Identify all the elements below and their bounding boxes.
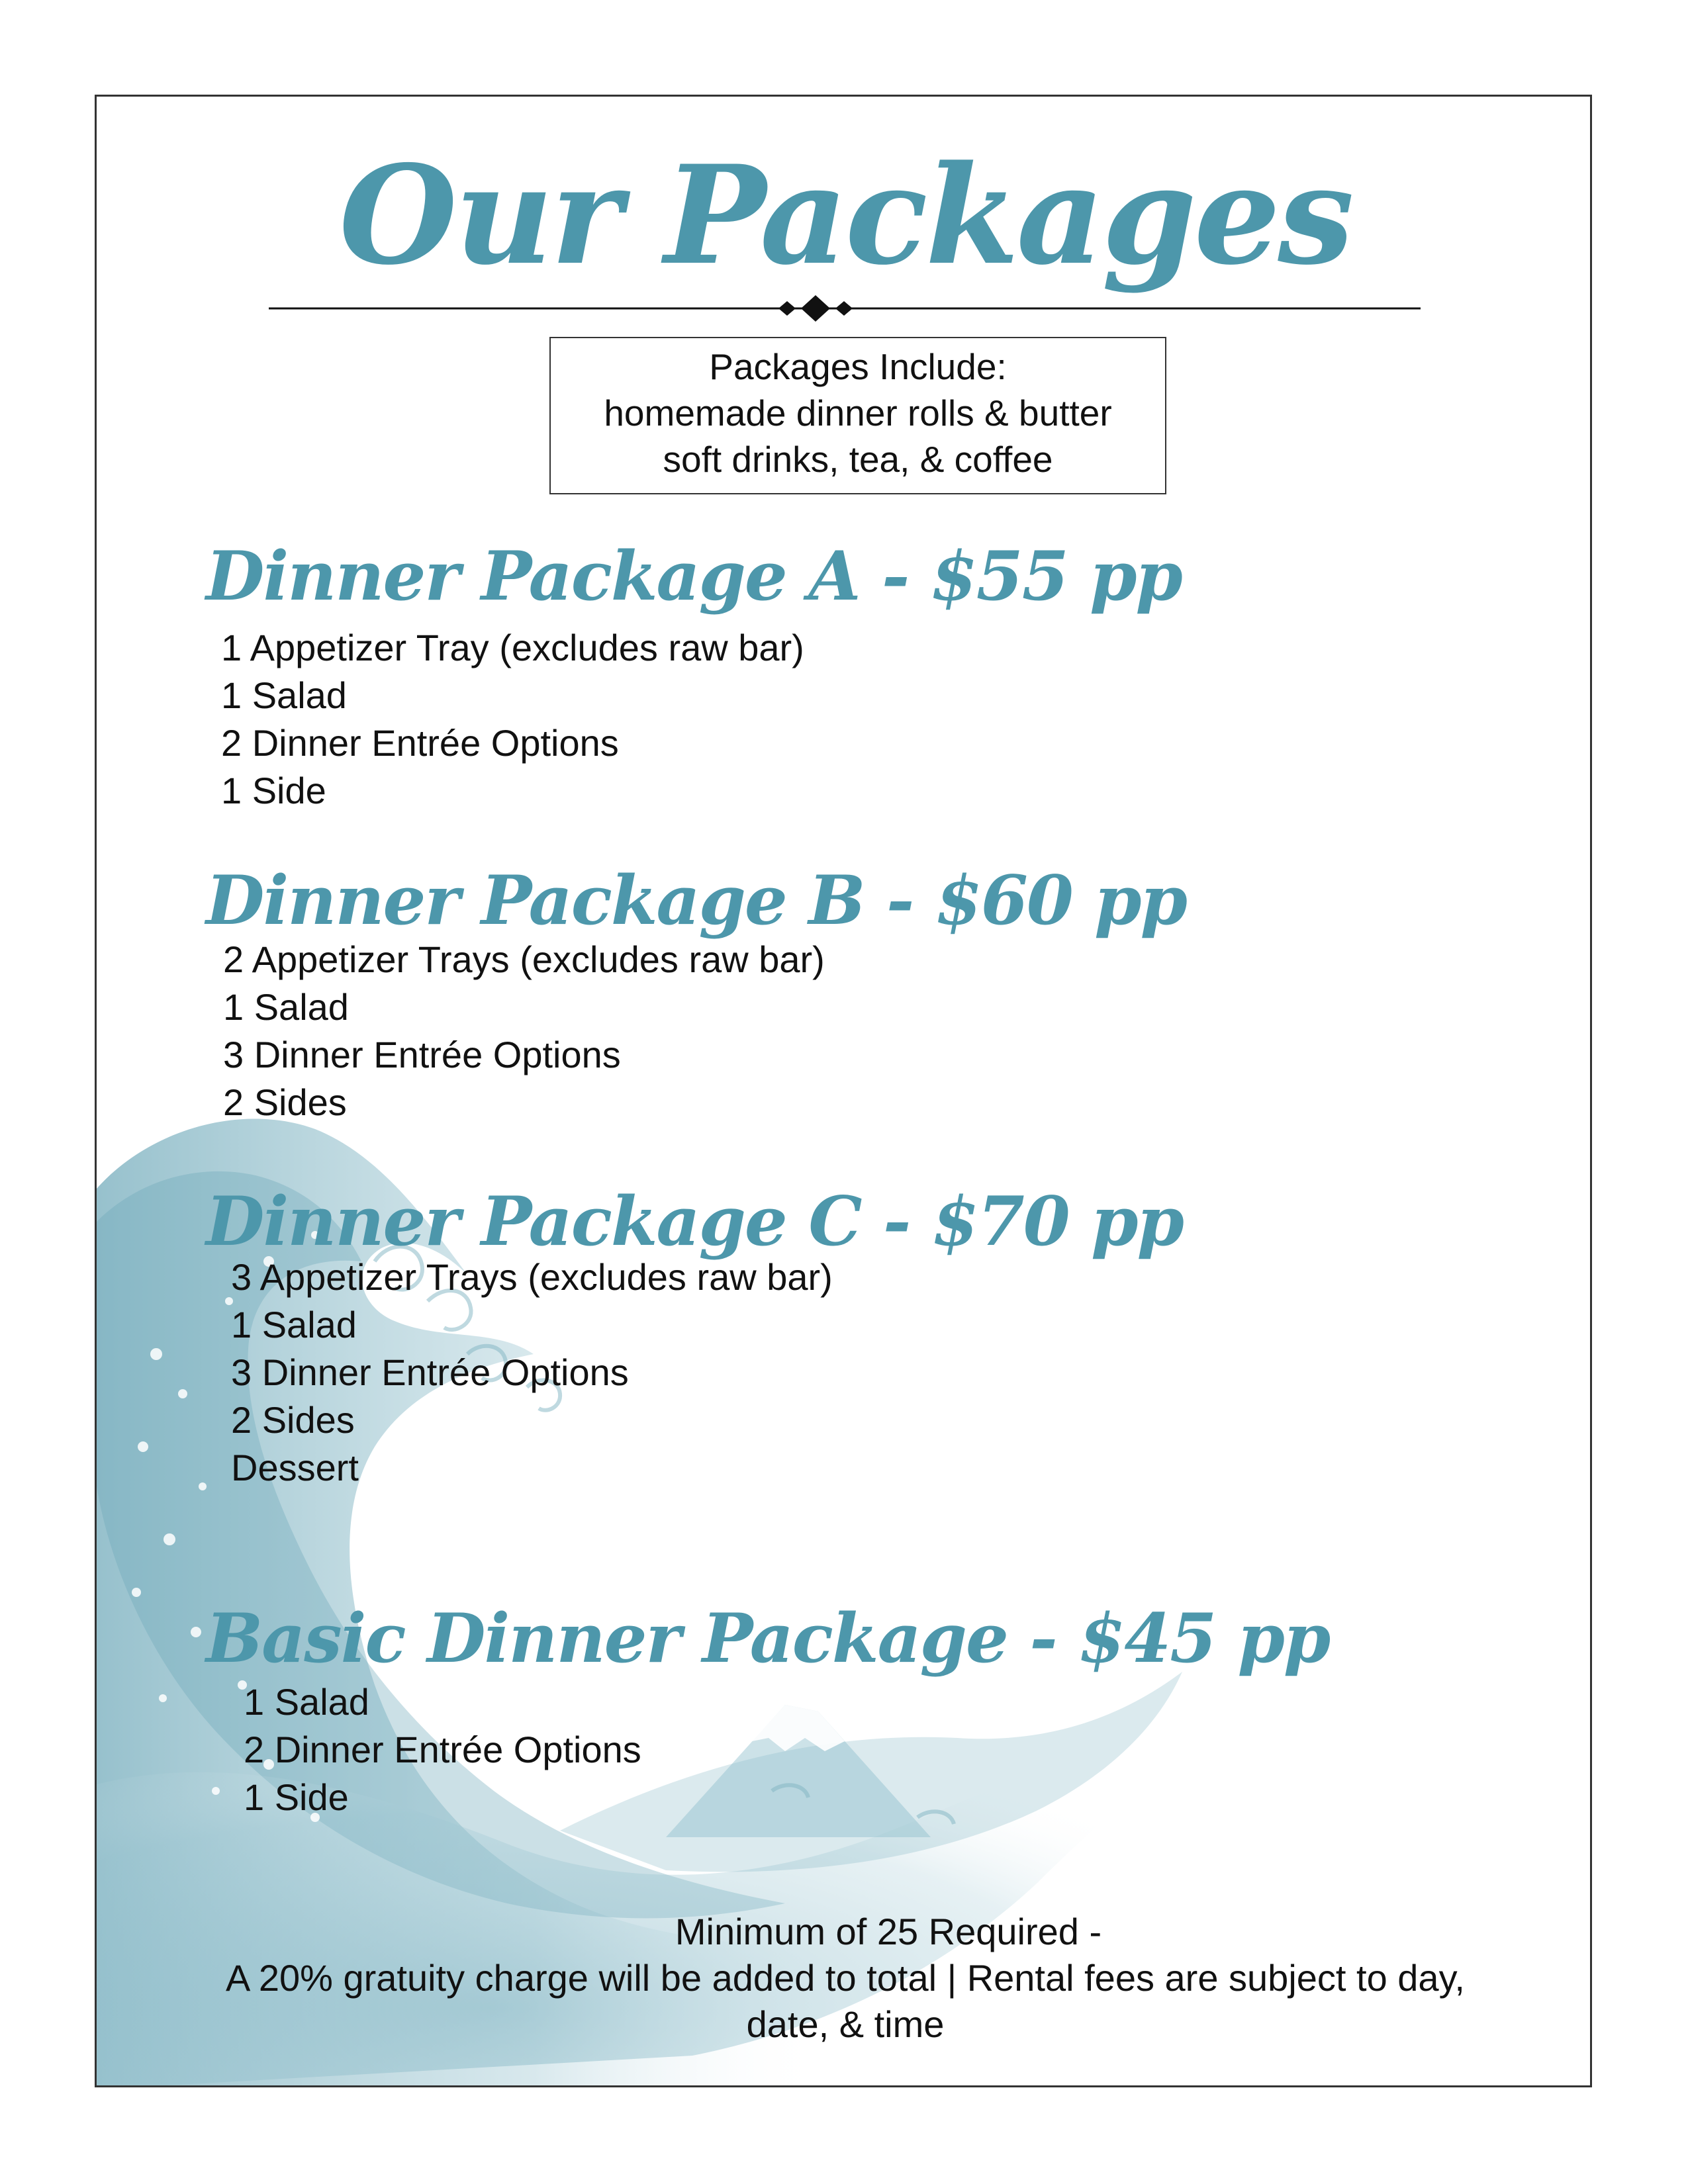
list-item: 3 Dinner Entrée Options <box>231 1351 629 1393</box>
package-b-title: Dinner Package B - $60 pp <box>206 861 1186 940</box>
list-item: 1 Appetizer Tray (excludes raw bar) <box>221 627 804 668</box>
package-c-title: Dinner Package C - $70 pp <box>206 1182 1183 1261</box>
list-item: 1 Side <box>244 1776 349 1818</box>
list-item: 1 Salad <box>231 1304 357 1345</box>
list-item: 1 Salad <box>244 1681 369 1723</box>
page-title: Our Packages <box>339 136 1352 295</box>
package-a-title: Dinner Package A - $55 pp <box>206 537 1182 616</box>
page-frame <box>95 95 1592 2087</box>
footer-gratuity: A 20% gratuity charge will be added to total | Rental fees are subject to day, <box>226 1957 1465 1999</box>
includes-line: homemade dinner rolls & butter <box>604 392 1112 433</box>
footer-notes <box>97 1909 1592 2048</box>
list-item: 2 Dinner Entrée Options <box>221 722 619 764</box>
package-c-items <box>231 1253 833 1492</box>
includes-heading: Packages Include: <box>709 346 1007 387</box>
footer-date: date, & time <box>746 2003 945 2045</box>
package-b-items <box>223 936 825 1126</box>
list-item: 2 Sides <box>223 1081 347 1123</box>
footer-minimum: Minimum of 25 Required - <box>675 1911 1102 1952</box>
includes-line: soft drinks, tea, & coffee <box>663 439 1053 480</box>
packages-include-box <box>549 337 1166 494</box>
basic-package-items <box>244 1678 641 1821</box>
list-item: 3 Appetizer Trays (excludes raw bar) <box>231 1256 833 1298</box>
list-item: Dessert <box>231 1447 359 1488</box>
list-item: 1 Side <box>221 770 326 811</box>
package-a-items <box>221 624 804 815</box>
list-item: 3 Dinner Entrée Options <box>223 1034 621 1075</box>
diamond-divider-ornament <box>269 289 1421 328</box>
list-item: 2 Appetizer Trays (excludes raw bar) <box>223 938 825 980</box>
list-item: 1 Salad <box>223 986 349 1028</box>
list-item: 2 Sides <box>231 1399 355 1441</box>
list-item: 2 Dinner Entrée Options <box>244 1729 641 1770</box>
list-item: 1 Salad <box>221 674 347 716</box>
basic-package-title: Basic Dinner Package - $45 pp <box>206 1599 1330 1678</box>
